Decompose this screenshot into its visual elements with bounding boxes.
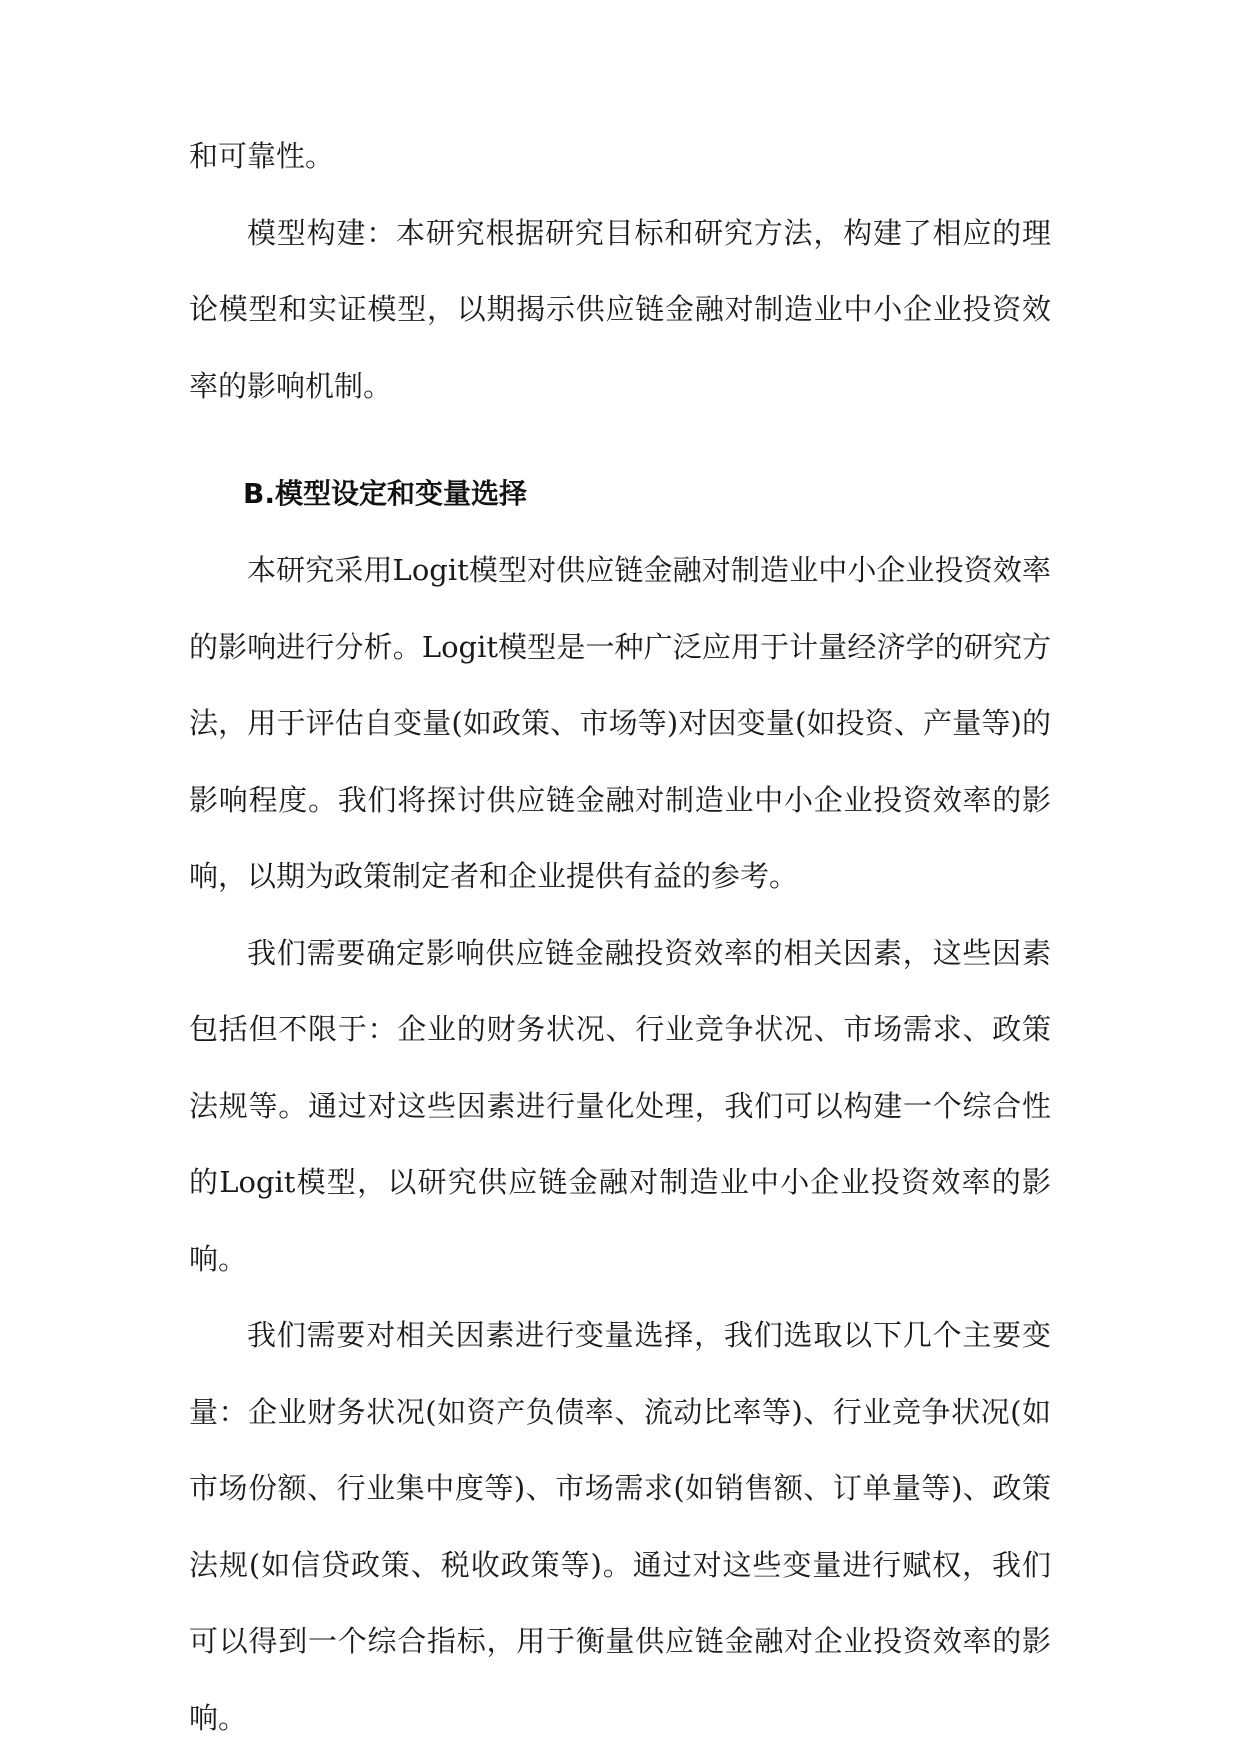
paragraph-model-construction: 模型构建：本研究根据研究目标和研究方法，构建了相应的理论模型和实证模型，以期揭示供应链金融对制造业中小企业投资效率的影响机制。 xyxy=(189,215,1051,403)
paragraph-variable-selection: 我们需要对相关因素进行变量选择，我们选取以下几个主要变量：企业财务状况(如资产负债率、流动比率等)、行业竞争状况(如市场份额、行业集中度等)、市场需求(如销售额、订单量等)、政策法规(如信贷政策、税收政策等)。通过对这些变量进行赋权，我们可以得到一个综合指标，用于衡量供应链金融对企业投资效率的影响。 xyxy=(189,1318,1051,1735)
paragraph-factors: 我们需要确定影响供应链金融投资效率的相关因素，这些因素包括但不限于：企业的财务状况、行业竞争状况、市场需求、政策法规等。通过对这些因素进行量化处理，我们可以构建一个综合性的Logit模型，以研究供应链金融对制造业中小企业投资效率的影响。 xyxy=(189,935,1051,1276)
document-page xyxy=(189,118,1051,1756)
paragraph-continuation: 和可靠性。 xyxy=(189,139,335,173)
section-heading: B.模型设定和变量选择 xyxy=(243,477,527,510)
paragraph-logit-model: 本研究采用Logit模型对供应链金融对制造业中小企业投资效率的影响进行分析。Logit模型是一种广泛应用于计量经济学的研究方法，用于评估自变量(如政策、市场等)对因变量(如投资、产量等)的影响程度。我们将探讨供应链金融对制造业中小企业投资效率的影响，以期为政策制定者和企业提供有益的参考。 xyxy=(189,553,1051,893)
